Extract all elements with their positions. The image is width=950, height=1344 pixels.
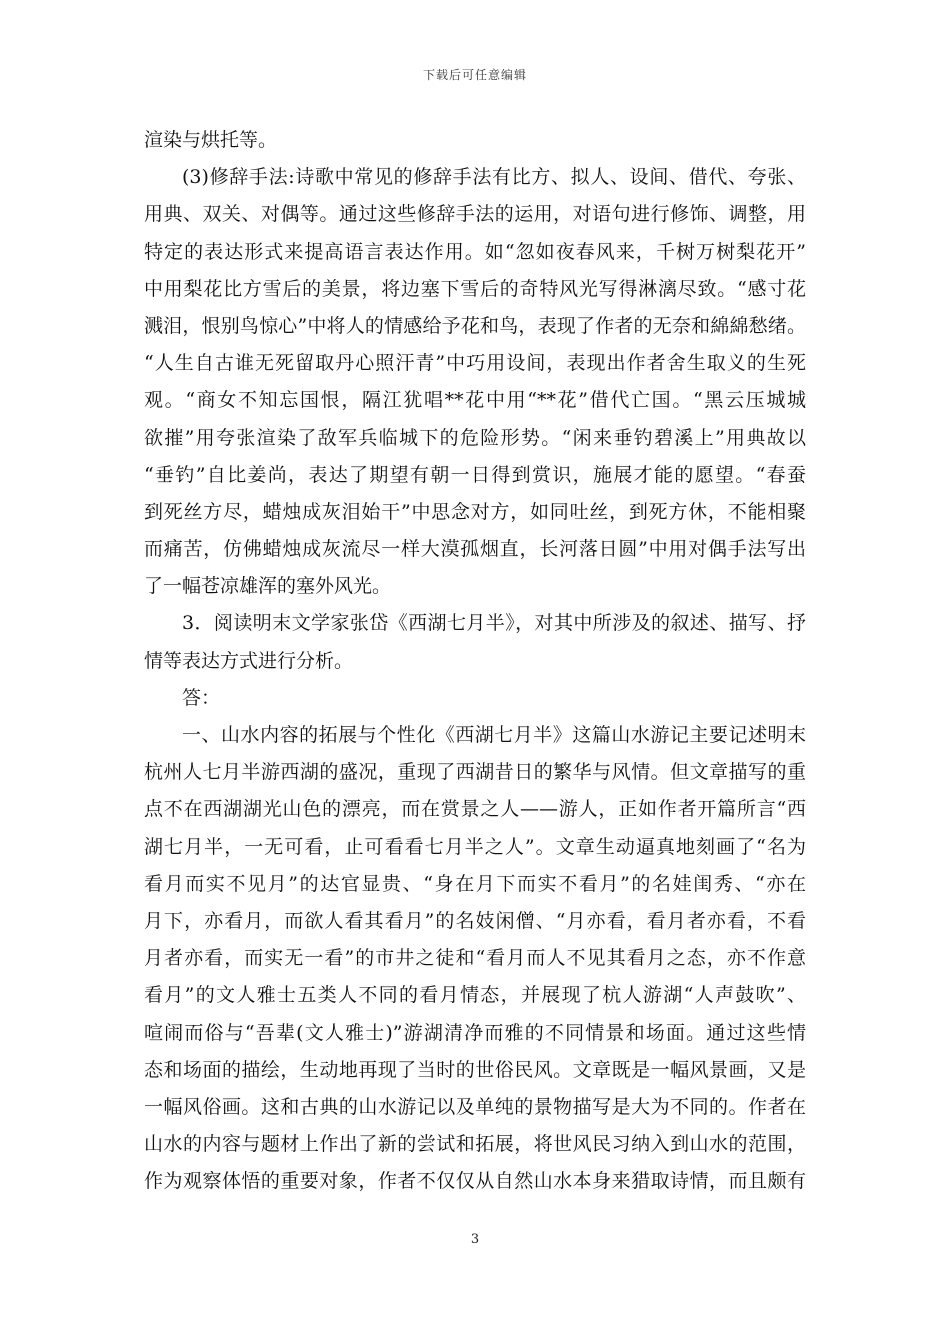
text-line: 湖七月半，一无可看，止可看看七月半之人”。文章生动逼真地刻画了“名为 <box>144 835 806 858</box>
text-line: 渲染与烘托等。 <box>144 129 278 151</box>
answer-label: 答： <box>182 686 221 709</box>
text-line: 情等表达方式进行分析。 <box>144 649 354 672</box>
text-line: 点不在西湖湖光山色的漂亮，而在赏景之人——游人，正如作者开篇所言“西 <box>144 798 806 821</box>
text-line: 杭州人七月半游西湖的盛况，重现了西湖昔日的繁华与风情。但文章描写的重 <box>144 761 806 784</box>
text-line: (3)修辞手法:诗歌中常见的修辞手法有比方、拟人、设间、借代、夸张、 <box>182 166 806 189</box>
text-line: 月下，亦看月，而欲人看其看月”的名妓闲僧、“月亦看，看月者亦看，不看 <box>144 909 806 932</box>
text-line: 月者亦看，而实无一看”的市井之徒和“看月而人不见其看月之态，亦不作意 <box>144 947 806 970</box>
text-line: 了一幅苍凉雄浑的塞外风光。 <box>144 575 392 598</box>
text-line: 而痛苦，仿佛蜡烛成灰流尽一样大漠孤烟直，长河落日圆”中用对偶手法写出 <box>144 538 806 561</box>
text-line: 看月而实不见月”的达官显贵、“身在月下而实不看月”的名娃闺秀、“亦在 <box>144 872 806 895</box>
text-line: 作为观察体悟的重要对象，作者不仅仅从自然山水本身来猎取诗情，而且颇有 <box>144 1170 806 1193</box>
text-line: 3．阅读明末文学家张岱《西湖七月半》，对其中所涉及的叙述、描写、抒 <box>182 612 806 635</box>
text-line: 到死丝方尽，蜡烛成灰泪始干”中思念对方，如同吐丝，到死方休，不能相聚 <box>144 500 806 523</box>
text-line: 喧闹而俗与“吾辈(文人雅士)”游湖清净而雅的不同情景和场面。通过这些情 <box>144 1021 806 1044</box>
page-header: 下载后可任意编辑 <box>422 68 527 82</box>
text-line: “垂钓”自比姜尚，表达了期望有朝一日得到赏识，施展才能的愿望。“春蚕 <box>144 463 806 486</box>
text-line: 溅泪，恨别鸟惊心”中将人的情感给予花和鸟，表现了作者的无奈和綿綿愁绪。 <box>144 314 806 337</box>
text-line: 观。“商女不知忘国恨，隔江犹唱**花中用“**花”借代亡国。“黑云压城城 <box>144 389 806 412</box>
text-line: 一、山水内容的拓展与个性化《西湖七月半》这篇山水游记主要记述明末 <box>182 724 806 746</box>
page-number: 3 <box>470 1232 480 1247</box>
document-body <box>144 122 806 1200</box>
text-line: 欲摧”用夸张渲染了敌军兵临城下的危险形势。“闲来垂钓碧溪上”用典故以 <box>144 426 806 449</box>
text-line: 看月”的文人雅士五类人不同的看月情态，并展现了杭人游湖“人声鼓吹”、 <box>144 984 806 1007</box>
text-line: 一幅风俗画。这和古典的山水游记以及单纯的景物描写是大为不同的。作者在 <box>144 1095 806 1118</box>
text-line: 态和场面的描绘，生动地再现了当时的世俗民风。文章既是一幅风景画，又是 <box>144 1058 806 1081</box>
text-line: 中用梨花比方雪后的美景，将边塞下雪后的奇特风光写得淋漓尽致。“感寸花 <box>144 277 806 300</box>
text-line: 特定的表达形式来提高语言表达作用。如“忽如夜春风来，千树万树梨花开” <box>144 240 806 263</box>
text-line: 用典、双关、对偶等。通过这些修辞手法的运用，对语句进行修饰、调整，用 <box>144 203 806 226</box>
text-line: “人生自古谁无死留取丹心照汗青”中巧用设间，表现出作者舍生取义的生死 <box>144 352 806 375</box>
text-line: 山水的内容与题材上作出了新的尝试和拓展，将世风民习纳入到山水的范围， <box>144 1133 806 1156</box>
